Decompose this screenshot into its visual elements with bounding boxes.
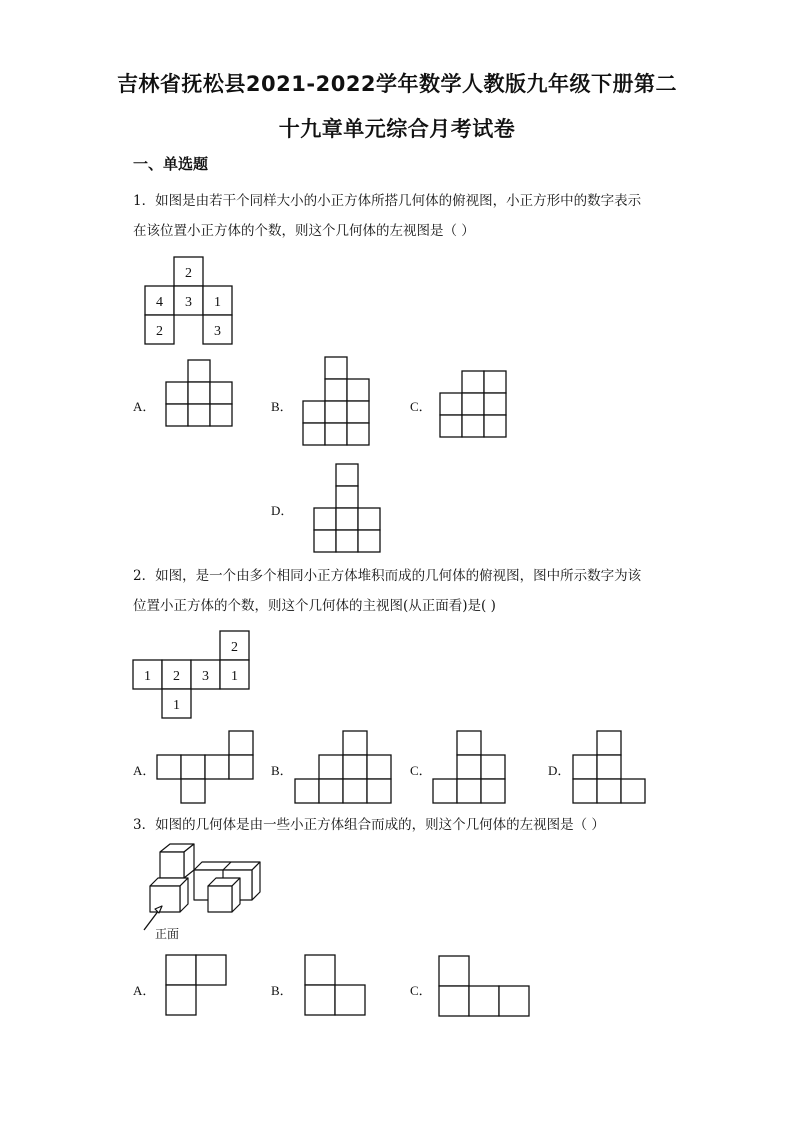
question-1-text: [133, 186, 673, 246]
question-1-line-2: 在该位置小正方体的个数，则这个几何体的左视图是（ ）: [133, 223, 475, 239]
question-2-option-c-label[interactable]: C．: [410, 763, 432, 778]
grid-number: 1: [231, 669, 238, 684]
grid-number: 3: [185, 295, 192, 310]
question-3-solid-figure: [132, 842, 272, 944]
question-3-option-b-label[interactable]: B．: [271, 983, 293, 998]
grid-number: 4: [156, 295, 163, 310]
grid-number: 2: [185, 266, 192, 281]
question-3-text: [133, 810, 673, 840]
grid-number: 2: [231, 640, 238, 655]
question-2-option-b-figure[interactable]: [295, 731, 395, 807]
question-1-option-c-label[interactable]: C．: [410, 399, 432, 414]
question-2-option-c-figure[interactable]: [433, 731, 509, 807]
question-1-line-1: 1．如图是由若干个同样大小的小正方体所搭几何体的俯视图，小正方形中的数字表示: [133, 193, 642, 209]
question-1-option-d-label[interactable]: D．: [271, 503, 294, 518]
question-3-line-1: 3．如图的几何体是由一些小正方体组合而成的，则这个几何体的左视图是（ ）: [133, 817, 605, 833]
question-2-option-a-label[interactable]: A．: [133, 763, 156, 778]
grid-number: 3: [202, 669, 209, 684]
grid-number: 1: [214, 295, 221, 310]
question-2-top-view-grid: [133, 631, 253, 721]
section-heading: 一、单选题: [133, 155, 209, 173]
question-1-option-b-figure[interactable]: [303, 357, 373, 449]
grid-number: 2: [156, 324, 163, 339]
question-3-option-c-label[interactable]: C．: [410, 983, 432, 998]
question-2-option-b-label[interactable]: B．: [271, 763, 293, 778]
question-3-option-b-figure[interactable]: [305, 955, 369, 1019]
grid-number: 3: [214, 324, 221, 339]
question-3-option-a-label[interactable]: A．: [133, 983, 156, 998]
question-1-option-a-figure[interactable]: [166, 360, 236, 450]
page-title-line-1: 吉林省抚松县2021-2022学年数学人教版九年级下册第二: [116, 72, 678, 96]
front-direction-label: 正面: [155, 927, 180, 941]
grid-number: 2: [173, 669, 180, 684]
question-1-top-view-grid: [145, 257, 235, 347]
question-3-option-a-figure[interactable]: [166, 955, 230, 1019]
question-2-line-1: 2．如图，是一个由多个相同小正方体堆积而成的几何体的俯视图，图中所示数字为该: [133, 568, 642, 584]
grid-number: 1: [144, 669, 151, 684]
question-2-option-a-figure[interactable]: [157, 731, 257, 807]
question-1-option-b-label[interactable]: B．: [271, 399, 293, 414]
question-3-option-c-figure[interactable]: [439, 956, 533, 1020]
grid-number: 1: [173, 698, 180, 713]
question-1-option-c-figure[interactable]: [440, 371, 510, 441]
question-2-text: [133, 561, 673, 621]
question-2-line-2: 位置小正方体的个数，则这个几何体的主视图(从正面看)是( ): [133, 598, 496, 614]
question-1-option-d-figure[interactable]: [314, 464, 384, 556]
question-2-option-d-label[interactable]: D．: [548, 763, 571, 778]
question-2-option-d-figure[interactable]: [573, 731, 649, 807]
question-1-option-a-label[interactable]: A．: [133, 399, 156, 414]
page-title-line-2: 十九章单元综合月考试卷: [278, 117, 516, 141]
